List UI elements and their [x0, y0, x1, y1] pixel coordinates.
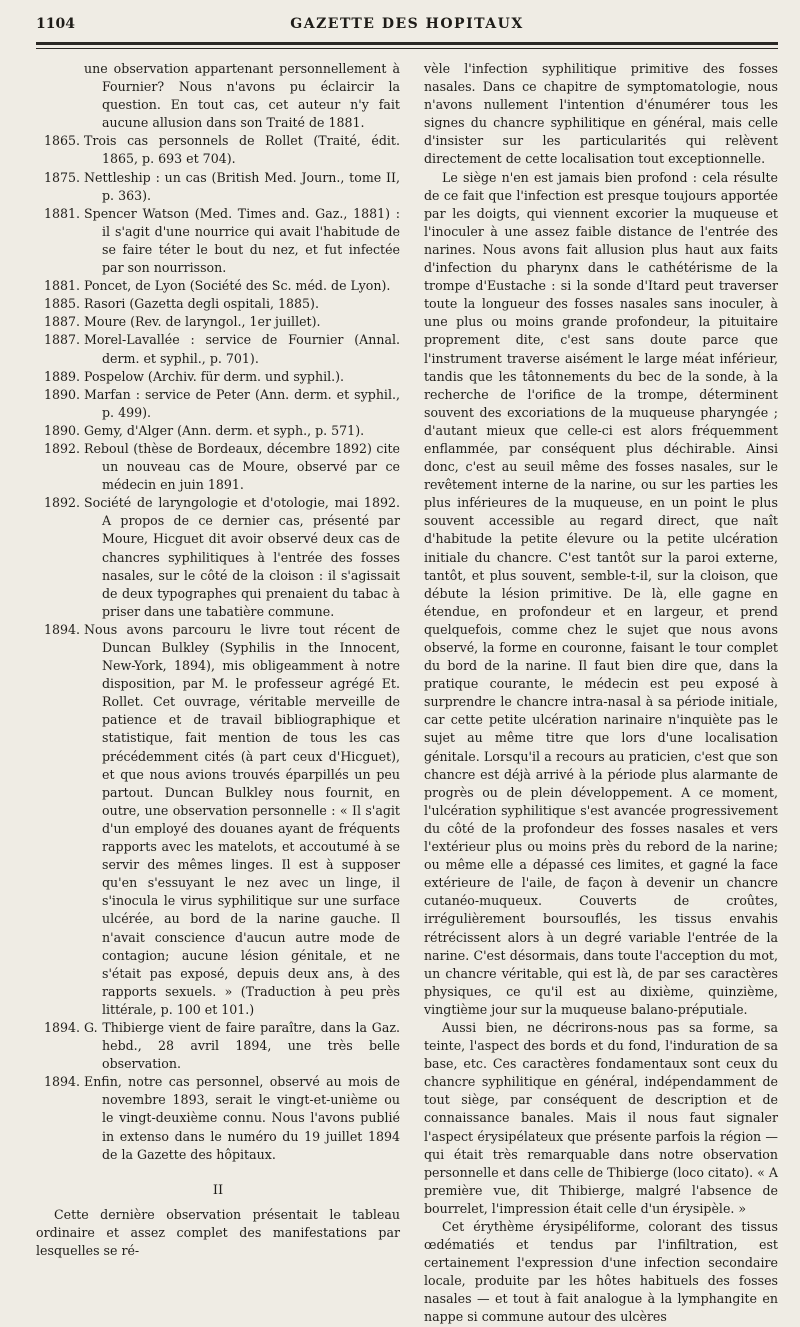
entry-year: 1881.: [43, 205, 80, 221]
entry-year: 1889.: [43, 368, 80, 384]
entry-year: 1881.: [43, 278, 80, 294]
entry-year: 1890.: [43, 422, 80, 438]
entry-text: Rasori (Gazetta degli ospitali, 1885).: [84, 296, 319, 312]
body-paragraph: Aussi bien, ne décrirons-nous pas sa forme, sa teinte, l'aspect des bords et du fond, l'induration de sa base, etc. Ces caractères fondamentaux sont ceux du chancre syphilitique en général, indépendamment de tout siège, par conséquent de description et de connaissance banales. Mais il nous faut signaler l'aspect érysipélateux que présente parfois la région — qui était très remarquable dans notre observation personnelle et dans celle de Thibierge (loco citato). « A première vue, dit Thibierge, malgré l'absence de bourrelet, l'impression était celle d'un érysipèle. »: [424, 1019, 778, 1216]
entry-text: Poncet, de Lyon (Société des Sc. méd. de Lyon).: [84, 278, 391, 294]
entry-text: Société de laryngologie et d'otologie, mai 1892. A propos de ce dernier cas, présenté par Moure, Hicguet dit avoir observé deux cas de chancres syphilitiques à l'entrée des fosses nasales, sur le côté de la cloison : il s'agissait de deux typographes qui prenaient du tabac à priser dans une tabatière commune.: [84, 495, 400, 619]
entry-year: 1865.: [43, 133, 80, 149]
entry-year: 1875.: [43, 169, 80, 185]
entry-text: Moure (Rev. de laryngol., 1er juillet).: [84, 314, 321, 330]
entry-text: Pospelow (Archiv. für derm. und syphil.).: [84, 368, 345, 384]
reference-entry: [36, 132, 400, 168]
section-paragraph: Cette dernière observation présentait le tableau ordinaire et assez complet des manifestations par lesquelles se ré-: [36, 1206, 400, 1258]
entry-year: 1894.: [43, 1019, 80, 1035]
right-column: [424, 60, 778, 1327]
reference-entry: [36, 621, 400, 1019]
reference-entry: [36, 1073, 400, 1163]
entry-text: Enfin, notre cas personnel, observé au mois de novembre 1893, serait le vingt-et-unième ou le vingt-deuxième connu. Nous l'avons publié in extenso dans le numéro du 19 juillet 1894 de la Gazette des hôpitaux.: [84, 1074, 400, 1162]
reference-entry: [36, 331, 400, 367]
entry-text: Nous avons parcouru le livre tout récent de Duncan Bulkley (Syphilis in the Innocent, New-York, 1894), mis obligeamment à notre disposition, par M. le professeur agrégé Et. Rollet. Cet ouvrage, véritable merveille de patience et de travail bibliographique et statistique, fait mention de tous les cas précédemment cités (à part ceux d'Hicguet), et que nous avions trouvés éparpillés un peu partout. Duncan Bulkley nous fournit, en outre, une observation personnelle : « Il s'agit d'un employé des douanes ayant de fréquents rapports avec les matelots, et accoutumé à se servir des mêmes linges. Il est à supposer qu'en s'essuyant le nez avec un linge, il s'inocula le virus syphilitique sur une surface ulcérée, au bord de la narine gauche. Il n'avait conscience d'aucun autre mode de contagion; aucune lésion génitale, et ne s'était pas exposé, depuis deux ans, à des rapports sexuels. » (Traduction à peu près littérale, p. 100 et 101.): [84, 621, 400, 1017]
entry-year: 1885.: [43, 296, 80, 312]
entry-year: 1890.: [43, 386, 80, 402]
entry-text: Marfan : service de Peter (Ann. derm. et syphil., p. 499).: [84, 386, 400, 420]
entry-text: Morel-Lavallée : service de Fournier (Annal. derm. et syphil., p. 701).: [84, 332, 400, 366]
body-paragraph: vèle l'infection syphilitique primitive des fosses nasales. Dans ce chapitre de symptomatologie, nous n'avons nullement l'intention d'énumérer tous les signes du chancre syphilitique en général, mais celle d'insister sur les particularités qui relèvent directement de cette localisation tout exceptionnelle.: [424, 61, 778, 167]
entry-text: Gemy, d'Alger (Ann. derm. et syph., p. 571).: [84, 422, 365, 438]
left-column: [36, 60, 400, 1260]
reference-entry: [36, 60, 400, 132]
reference-entry: [36, 295, 400, 313]
reference-entry: [36, 368, 400, 386]
reference-entry: [36, 494, 400, 621]
header-rule-thick: [36, 42, 778, 45]
reference-entry: [36, 386, 400, 422]
entry-text: une observation appartenant personnellement à Fournier? Nous n'avons pu éclaircir la question. En tout cas, cet auteur n'y fait aucune allusion dans son Traité de 1881.: [84, 61, 400, 131]
entry-text: Spencer Watson (Med. Times and. Gaz., 1881) : il s'agit d'une nourrice qui avait l'habitude de se faire téter le bout du nez, et fut infectée par son nourrisson.: [84, 205, 400, 276]
reference-entry: [36, 422, 400, 440]
reference-entry: [36, 313, 400, 331]
entry-year: 1892.: [43, 440, 80, 456]
reference-entry: [36, 277, 400, 295]
section-number: II: [212, 1182, 224, 1198]
reference-entry: [36, 440, 400, 494]
reference-entry: [36, 169, 400, 205]
page-header: [36, 14, 778, 36]
page-number: 1104: [36, 16, 75, 32]
entry-text: Reboul (thèse de Bordeaux, décembre 1892) cite un nouveau cas de Moure, observé par ce médecin en juin 1891.: [84, 440, 400, 493]
reference-entry: [36, 205, 400, 277]
entry-text: G. Thibierge vient de faire paraître, dans la Gaz. hebd., 28 avril 1894, une très belle observation.: [84, 1019, 400, 1072]
entry-year: 1887.: [43, 314, 80, 330]
entry-year: 1887.: [43, 332, 80, 348]
reference-entry: [36, 1019, 400, 1073]
journal-title: GAZETTE DES HOPITAUX: [290, 16, 524, 32]
entry-year: 1894.: [43, 621, 80, 637]
body-paragraph: Cet érythème érysipéliforme, colorant des tissus œdématiés et tendus par l'infiltration, est certainement l'expression d'une infection secondaire locale, produite par les hôtes habituels des fosses nasales — et tout à fait analogue à la lymphangite en nappe si commune autour des ulcères: [424, 1219, 778, 1325]
body-paragraph: Le siège n'en est jamais bien profond : cela résulte de ce fait que l'infection est presque toujours apportée par les doigts, qui viennent excorier la muqueuse et l'inoculer à une assez faible distance de l'entrée des narines. Nous avons fait allusion plus haut aux faits d'infection du pharynx dans le cathétérisme de la trompe d'Eustache : si la sonde d'Itard peut traverser toute la longueur des fosses nasales sans inoculer, à une plus ou moins grande profondeur, la pituitaire proprement dite, c'est sans doute parce que l'instrument traverse aisément le large méat inférieur, tandis que les tâtonnements du bec de la sonde, à la recherche de l'orifice de la trompe, déterminent souvent des excoriations de la muqueuse pharyngée ; d'autant mieux que celle-ci est alors fréquemment enflammée, par conséquent plus déchirable. Ainsi donc, c'est au seuil même des fosses nasales, sur le revêtement interne de la narine, ou sur les parties les plus inférieures de la muqueuse, en un point le plus souvent accessible au regard direct, que naît d'habitude la petite élevure ou la petite ulcération initiale du chancre. C'est tantôt sur la paroi externe, tantôt, et plus souvent, semble-t-il, sur la cloison, que débute la lésion primitive. De là, elle gagne en étendue, en profondeur et en largeur, et prend quelquefois, comme chez le sujet que nous avons observé, la forme en couronne, faisant le tour complet du bord de la narine. Il faut bien dire que, dans la pratique courante, le médecin est peu exposé à surprendre le chancre intra-nasal à sa période initiale, car cette petite ulcération narinaire n'inquiète pas le sujet au même titre que lors d'une localisation génitale. Lorsqu'il a recours au praticien, c'est que son chancre est déjà arrivé à la période plus alarmante de progrès ou de plein développement. A ce moment, l'ulcération syphilitique s'est avancée progressivement du côté de la profondeur des fosses nasales et vers l'extérieur plus ou moins près du rebord de la narine; ou même elle a dépassé ces limites, et gagné la face extérieure de l'aile, de façon à devenir un chancre cutanéo-muqueux. Couverts de croûtes, irrégulièrement boursouflés, les tissus envahis rétrécissent alors à un degré variable l'entrée de la narine. C'est désormais, dans toute l'acception du mot, un chancre véritable, qui est là, de par ses caractères physiques, ce qu'il est au dixième, quinzième, vingtième jour sur la muqueuse balano-préputiale.: [424, 169, 778, 1017]
entry-year: 1892.: [43, 495, 80, 511]
header-rule-thin: [36, 48, 778, 49]
entry-year: 1894.: [43, 1074, 80, 1090]
entry-text: Trois cas personnels de Rollet (Traité, édit. 1865, p. 693 et 704).: [84, 133, 400, 167]
entry-year: [36, 60, 84, 132]
entry-text: Nettleship : un cas (British Med. Journ., tome II, p. 363).: [84, 169, 400, 203]
